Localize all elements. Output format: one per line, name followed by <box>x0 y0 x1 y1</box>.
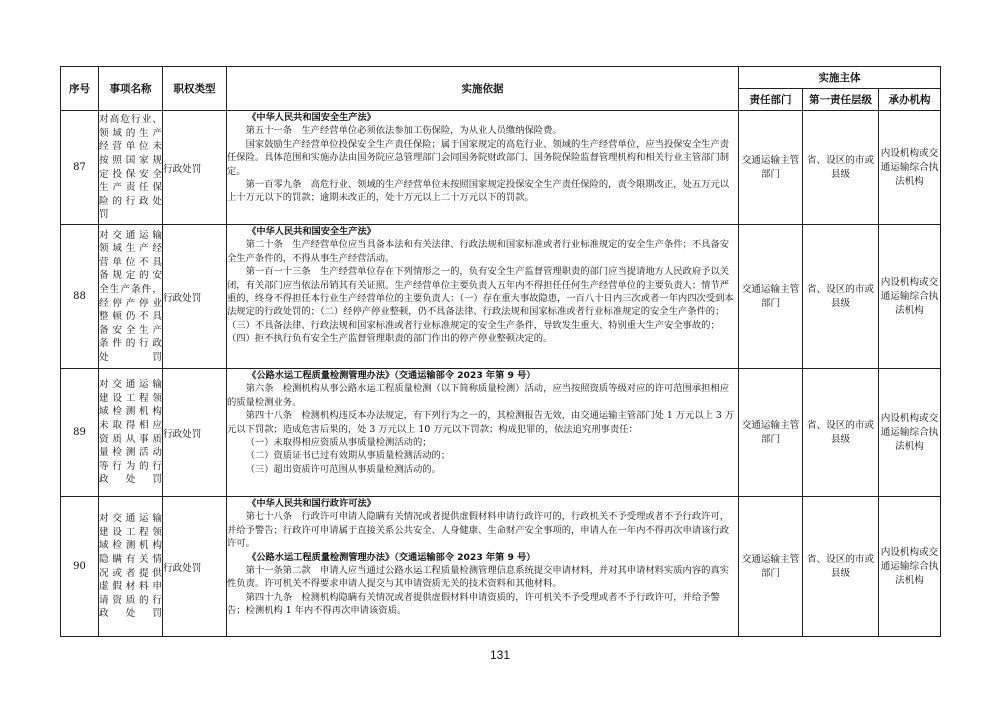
basis-paragraph: 国家鼓励生产经营单位投保安全生产责任保险；属于国家规定的高危行业、领域的生产经营单位，应当投保安全生产责任保险。具体范围和实施办法由国务院应急管理部门会同国务院财政部门、国务院保险监督管理机构和相关行业主管部门制定。 <box>227 138 730 177</box>
item-name-line: 对高危行业、 <box>99 114 162 126</box>
item-name-line: 域检测机构 <box>99 540 162 552</box>
header-basis: 实施依据 <box>227 67 739 111</box>
table-body <box>61 111 941 637</box>
law-title: 《公路水运工程质量检测管理办法》（交通运输部令 2023 年第 9 号） <box>247 551 536 563</box>
item-name-line: 况或者提供 <box>99 567 162 579</box>
item-name-line: 隐瞒有关情 <box>99 553 162 565</box>
item-name-line: 整顿仍不具 <box>99 311 162 323</box>
first-responsibility-level: 省、设区的市或县级 <box>803 225 879 369</box>
handling-agency: 内设机构或交通运输综合执法机构 <box>879 369 941 497</box>
item-name-line: 政处罚 <box>99 474 162 486</box>
row-number: 88 <box>61 225 99 369</box>
legal-basis <box>227 111 739 225</box>
header-item-name: 事项名称 <box>99 67 163 111</box>
item-name-line: 资质从事质 <box>99 433 162 445</box>
row-number: 90 <box>61 497 99 637</box>
item-name-line: 经营单位未 <box>99 141 162 153</box>
law-title: 《中华人民共和国安全生产法》 <box>247 226 376 237</box>
item-name-line: 对交通运输 <box>99 229 162 241</box>
row-number: 87 <box>61 111 99 225</box>
page-number: 131 <box>489 648 511 662</box>
header-first-level: 第一责任层级 <box>803 89 879 111</box>
power-type: 行政处罚 <box>163 111 227 225</box>
item-name <box>99 497 163 637</box>
responsible-department: 交通运输主管部门 <box>739 225 803 369</box>
header-power-type: 职权类型 <box>163 67 227 111</box>
first-responsibility-level: 省、设区的市或县级 <box>803 111 879 225</box>
power-type: 行政处罚 <box>163 225 227 369</box>
item-name-line: 条件的行政 <box>99 338 162 350</box>
item-name-line: 建设工程领 <box>99 526 162 538</box>
item-name-line: 定投保安全 <box>99 168 162 180</box>
header-handler: 承办机构 <box>879 89 941 111</box>
item-name-line: 领域的生产 <box>99 127 162 139</box>
item-name-line: 等行为的行 <box>99 460 162 472</box>
law-title: 《公路水运工程质量检测管理办法》（交通运输部令 2023 年第 9 号） <box>247 370 536 381</box>
item-name-line: 请资质的行 <box>99 594 162 606</box>
legal-basis <box>227 225 739 369</box>
basis-paragraph: 第十一条第二款 申请人应当通过公路水运工程质量检测管理信息系统提交申请材料，并对其申请材料实质内容的真实性负责。许可机关不得要求申请人提交与其申请资质无关的技术资料和其他材料。 <box>227 565 730 590</box>
item-name-line: 建设工程领 <box>99 392 162 404</box>
item-name-line: 对交通运输 <box>99 513 162 525</box>
item-name-line: 未取得相应 <box>99 419 162 431</box>
law-title: 《中华人民共和国行政许可法》 <box>247 498 376 509</box>
basis-paragraph: 第七十八条 行政许可申请人隐瞒有关情况或者提供虚假材料申请行政许可的，行政机关不予受理或者不予行政许可，并给予警告；行政许可申请属于直接关系公共安全、人身健康、生命财产安全事项的，申请人在一年内不得再次申请该行政许可。 <box>227 511 730 550</box>
basis-paragraph: （二）资质证书已过有效期从事质量检测活动的； <box>245 450 451 462</box>
item-name-line: 域检测机构 <box>99 406 162 418</box>
basis-paragraph: 第六条 检测机构从事公路水运工程质量检测（以下简称质量检测）活动，应当按照资质等级对应的许可范围承担相应的质量检测业务。 <box>227 383 730 408</box>
item-name-line: 按照国家规 <box>99 154 162 166</box>
basis-paragraph: （三）超出资质许可范围从事质量检测活动的。 <box>245 463 441 475</box>
table-row <box>61 225 941 369</box>
basis-paragraph: 第一百零九条 高危行业、领域的生产经营单位未按照国家规定投保安全生产责任保险的，责令限期改正，处五万元以上十万元以下的罚款；逾期未改正的，处十万元以上二十万元以下的罚款。 <box>227 179 730 204</box>
law-title: 《中华人民共和国安全生产法》 <box>247 112 376 123</box>
item-name <box>99 225 163 369</box>
legal-basis <box>227 497 739 637</box>
item-name-line: 经停产停业 <box>99 297 162 309</box>
basis-paragraph: 第四十八条 检测机构违反本办法规定，有下列行为之一的，其检测报告无效，由交通运输主管部门处 1 万元以上 3 万元以下罚款；造成危害后果的，处 3 万元以上 10 万元以下罚款；构成犯罪的，依法追究刑事责任： <box>227 410 735 435</box>
basis-paragraph: 第四十九条 检测机构隐瞒有关情况或者提供虚假材料申请资质的，许可机关不予受理或者不予行政许可，并给予警告；检测机构 1 年内不得再次申请该资质。 <box>227 591 720 617</box>
item-name-line: 对交通运输 <box>99 379 162 391</box>
item-name-line: 量检测活动 <box>99 447 162 459</box>
responsible-department: 交通运输主管部门 <box>739 111 803 225</box>
basis-paragraph: （一）未取得相应资质从事质量检测活动的； <box>245 437 432 449</box>
header-subject: 实施主体 <box>739 67 941 89</box>
handling-agency: 内设机构或交通运输综合执法机构 <box>879 225 941 369</box>
legal-basis <box>227 369 739 497</box>
handling-agency: 内设机构或交通运输综合执法机构 <box>879 497 941 637</box>
basis-paragraph: 第五十一条 生产经营单位必须依法参加工伤保险，为从业人员缴纳保险费。 <box>245 125 562 137</box>
first-responsibility-level: 省、设区的市或县级 <box>803 497 879 637</box>
power-type: 行政处罚 <box>163 497 227 637</box>
header-resp-dept: 责任部门 <box>739 89 803 111</box>
responsible-department: 交通运输主管部门 <box>739 497 803 637</box>
item-name-line: 处罚 <box>99 351 162 363</box>
item-name-line: 备安全生产 <box>99 324 162 336</box>
item-name-line: 生产责任保 <box>99 182 162 194</box>
enforcement-table <box>60 66 941 637</box>
row-number: 89 <box>61 369 99 497</box>
table-row <box>61 369 941 497</box>
table-row <box>61 111 941 225</box>
item-name-line: 全生产条件， <box>99 283 162 295</box>
item-name-line: 营单位不具 <box>99 256 162 268</box>
item-name <box>99 111 163 225</box>
responsible-department: 交通运输主管部门 <box>739 369 803 497</box>
basis-paragraph: 第二十条 生产经营单位应当具备本法和有关法律、行政法规和国家标准或者行业标准规定的安全生产条件；不具备安全生产条件的，不得从事生产经营活动。 <box>227 239 730 264</box>
item-name-line: 虚假材料申 <box>99 581 162 593</box>
first-responsibility-level: 省、设区的市或县级 <box>803 369 879 497</box>
item-name-line: 险的行政处 <box>99 195 162 207</box>
table-row <box>61 497 941 637</box>
item-name <box>99 369 163 497</box>
item-name-line: 罚 <box>99 209 109 221</box>
item-name-line: 备规定的安 <box>99 270 162 282</box>
item-name-line: 政处罚 <box>99 608 162 620</box>
handling-agency: 内设机构或交通运输综合执法机构 <box>879 111 941 225</box>
header-seq: 序号 <box>61 67 99 111</box>
item-name-line: 领域生产经 <box>99 243 162 255</box>
power-type: 行政处罚 <box>163 369 227 497</box>
basis-paragraph: 第一百一十三条 生产经营单位存在下列情形之一的，负有安全生产监督管理职责的部门应当提请地方人民政府予以关闭，有关部门应当依法吊销其有关证照。生产经营单位主要负责人五年内不得担任任何生产经营单位的主要负责人；情节严重的，终身不得担任本行业生产经营单位的主要负责人：（一）存在重大事故隐患，一百八十日内三次或者一年内四次受到本法规定的行政处罚的；（二）经停产停业整顿，仍不具备法律、行政法规和国家标准或者行业标准规定的安全生产条件的；（三）不具备法律、行政法规和国家标准或者行业标准规定的安全生产条件，导致发生重大、特别重大生产安全事故的；（四）拒不执行负有安全生产监督管理职责的部门作出的停产停业整顿决定的。 <box>227 266 734 345</box>
